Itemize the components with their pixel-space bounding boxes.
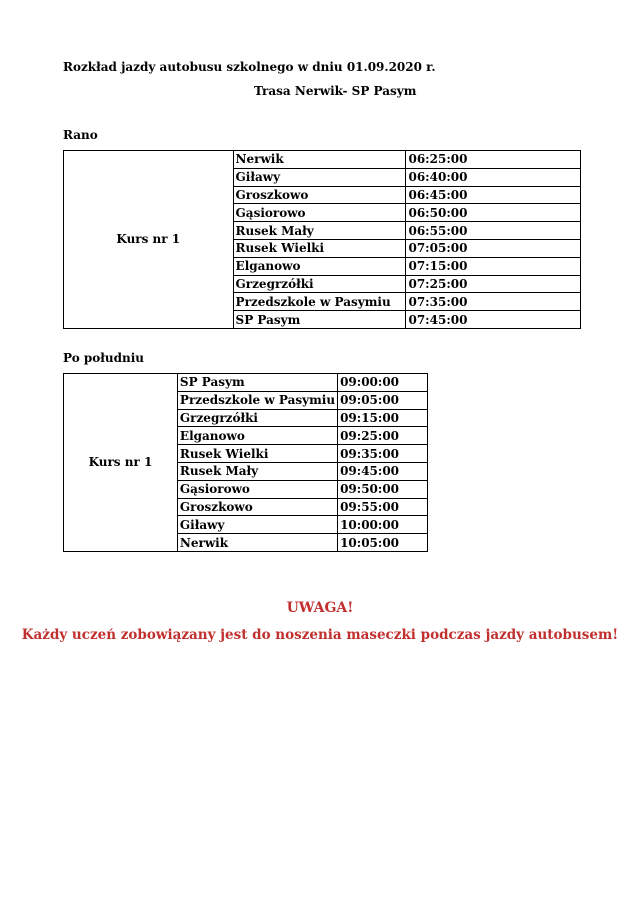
stop-name: Grzegrzółki <box>177 409 337 427</box>
stop-name: Nerwik <box>177 534 337 552</box>
departure-time: 09:55:00 <box>338 498 428 516</box>
stop-name: Przedszkole w Pasymiu <box>177 391 337 409</box>
stop-name: SP Pasym <box>233 311 406 329</box>
morning-section-label: Rano <box>63 128 98 142</box>
departure-time: 07:05:00 <box>406 239 581 257</box>
departure-time: 06:40:00 <box>406 168 581 186</box>
stop-name: Gąsiorowo <box>177 480 337 498</box>
notice-text: Każdy uczeń zobowiązany jest do noszenia maseczki podczas jazdy autobusem! <box>21 627 619 643</box>
departure-time: 06:25:00 <box>406 151 581 169</box>
stop-name: Przedszkole w Pasymiu <box>233 293 406 311</box>
stop-name: Rusek Wielki <box>177 445 337 463</box>
departure-time: 09:45:00 <box>338 462 428 480</box>
table-row <box>64 374 428 392</box>
route-title: Trasa Nerwik- SP Pasym <box>254 84 417 98</box>
stop-name: Rusek Mały <box>177 462 337 480</box>
afternoon-section-label: Po południu <box>63 351 145 365</box>
stop-name: Rusek Wielki <box>233 239 406 257</box>
afternoon-schedule-table <box>63 373 428 552</box>
departure-time: 06:50:00 <box>406 204 581 222</box>
departure-time: 10:00:00 <box>338 516 428 534</box>
departure-time: 10:05:00 <box>338 534 428 552</box>
stop-name: Groszkowo <box>177 498 337 516</box>
stop-name: Elganowo <box>233 257 406 275</box>
course-label: Kurs nr 1 <box>64 374 178 552</box>
departure-time: 09:35:00 <box>338 445 428 463</box>
morning-schedule-table <box>63 150 581 329</box>
document-title: Rozkład jazdy autobusu szkolnego w dniu 01.09.2020 r. <box>63 60 436 74</box>
table-row <box>64 151 581 169</box>
stop-name: Rusek Mały <box>233 222 406 240</box>
stop-name: Gąsiorowo <box>233 204 406 222</box>
stop-name: Giławy <box>177 516 337 534</box>
stop-name: Groszkowo <box>233 186 406 204</box>
departure-time: 09:25:00 <box>338 427 428 445</box>
departure-time: 07:25:00 <box>406 275 581 293</box>
departure-time: 07:35:00 <box>406 293 581 311</box>
stop-name: SP Pasym <box>177 374 337 392</box>
departure-time: 07:45:00 <box>406 311 581 329</box>
stop-name: Elganowo <box>177 427 337 445</box>
notice-title: UWAGA! <box>286 600 354 616</box>
departure-time: 09:00:00 <box>338 374 428 392</box>
stop-name: Nerwik <box>233 151 406 169</box>
departure-time: 07:15:00 <box>406 257 581 275</box>
course-label: Kurs nr 1 <box>64 151 234 329</box>
stop-name: Grzegrzółki <box>233 275 406 293</box>
stop-name: Giławy <box>233 168 406 186</box>
departure-time: 09:05:00 <box>338 391 428 409</box>
departure-time: 06:45:00 <box>406 186 581 204</box>
departure-time: 06:55:00 <box>406 222 581 240</box>
departure-time: 09:50:00 <box>338 480 428 498</box>
departure-time: 09:15:00 <box>338 409 428 427</box>
